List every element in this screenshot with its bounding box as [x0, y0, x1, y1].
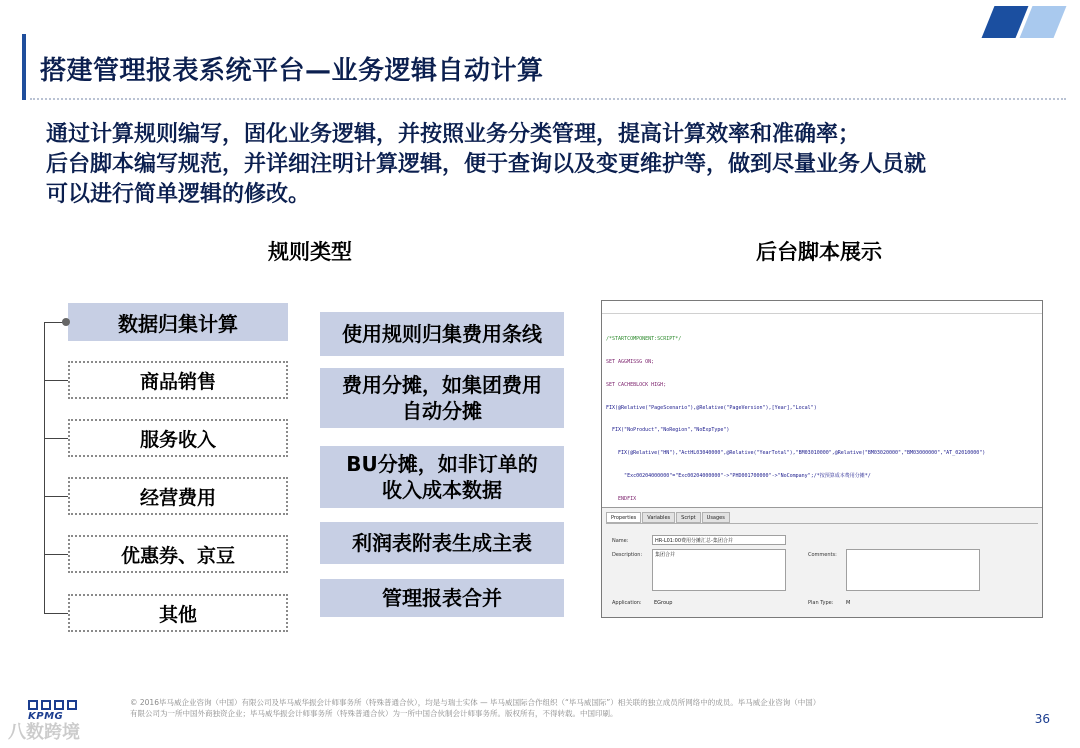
code-line: FIX(@Relative("PageScenario"),@Relative("PageVersion"),[Year],"Local")	[606, 404, 817, 411]
tab-strip-divider	[606, 523, 1038, 524]
brand-parallelogram-icon	[984, 6, 1062, 38]
tree-trunk	[44, 322, 45, 614]
name-label: Name:	[612, 538, 629, 544]
code-line: SET AGGMISSG ON;	[606, 358, 655, 365]
tab-properties[interactable]: Properties	[606, 512, 641, 523]
tree-node-dot	[62, 318, 70, 326]
rule-box-label: 利润表附表生成主表	[352, 531, 532, 555]
rule-box-label: 使用规则归集费用条线	[342, 322, 542, 346]
code-line: FIX("NoProduct","NoRegion","NoExpType")	[606, 427, 730, 434]
code-line: ENDFIX	[606, 495, 637, 502]
rule-type-data-aggregation: 数据归集计算	[68, 303, 288, 341]
tree-branch	[44, 380, 68, 381]
rule-box-expense-line	[320, 312, 564, 356]
rule-box-bu-allocation	[320, 446, 564, 508]
intro-text	[46, 120, 1056, 210]
tab-usages[interactable]: Usages	[702, 512, 730, 523]
application-value: EGroup	[654, 600, 673, 606]
brand-shape-light	[1020, 6, 1067, 38]
description-field[interactable]: 集团合并	[652, 549, 786, 591]
script-code-area[interactable]	[602, 301, 1042, 505]
title-divider	[30, 98, 1066, 100]
rule-types-heading: 规则类型	[268, 240, 352, 264]
name-field[interactable]: HR-L01:00费用分摊汇总-集团合并	[652, 535, 786, 545]
plan-type-value: M	[846, 600, 851, 606]
plan-type-label: Plan Type:	[808, 600, 834, 606]
script-display-heading: 后台脚本展示	[756, 240, 882, 264]
code-line: "Exc00204000000"="Exc00204000000"->"PHD001700000"->"NoCompany";/*按预算成本费用分摊*/	[606, 472, 871, 479]
copyright-footer	[130, 697, 920, 719]
rule-type-product-sales: 商品销售	[68, 361, 288, 399]
description-label: Description:	[612, 552, 643, 558]
rule-box-expense-allocation	[320, 368, 564, 428]
rule-type-operating-expense: 经营费用	[68, 477, 288, 515]
script-editor-window	[601, 300, 1043, 618]
tree-branch	[44, 554, 68, 555]
intro-line: 通过计算规则编写，固化业务逻辑，并按照业务分类管理，提高计算效率和准确率；	[46, 122, 861, 147]
tab-script[interactable]: Script	[676, 512, 701, 523]
rule-box-report-consolidation	[320, 579, 564, 617]
kpmg-logo-text: KPMG	[28, 711, 64, 722]
tab-variables[interactable]: Variables	[642, 512, 675, 523]
tree-branch	[44, 438, 68, 439]
intro-line: 可以进行简单逻辑的修改。	[46, 182, 311, 207]
code-line: /*STARTCOMPONENT:SCRIPT*/	[606, 336, 682, 343]
copyright-line: 有限公司为一所中国外商独资企业；毕马威华振会计师事务所（特殊普通合伙）为一所中国合伙制会计师事务所。版权所有，不得转载。中国印刷。	[130, 709, 618, 718]
comments-field[interactable]	[846, 549, 980, 591]
code-line: SET CACHEBLOCK HIGH;	[606, 381, 667, 388]
rule-box-profit-statement	[320, 522, 564, 564]
properties-panel	[602, 507, 1042, 617]
properties-tab-bar	[606, 512, 730, 523]
rule-box-label: BU分摊，如非订单的 收入成本数据	[346, 452, 538, 502]
rule-box-label: 费用分摊，如集团费用 自动分摊	[342, 373, 542, 423]
comments-label: Comments:	[808, 552, 837, 558]
intro-line: 后台脚本编写规范，并详细注明计算逻辑，便于查询以及变更维护等，做到尽量业务人员就	[46, 152, 927, 177]
copyright-line: © 2016毕马威企业咨询（中国）有限公司及毕马威华振会计师事务所（特殊普通合伙），均是与瑞士实体 — 毕马威国际合作组织（“毕马威国际”）相关联的独立成员所网络中的成员。毕马威企业咨询（中国）	[130, 698, 821, 707]
code-line: FIX(@Relative("HN"),"ActHL03040000",@Relative("YearTotal"),"BM03010000",@Relative("BM03020000","BM03000000","AT_02010000")	[606, 450, 986, 457]
rule-type-other: 其他	[68, 594, 288, 632]
tree-branch	[44, 613, 68, 614]
kpmg-logo-bars-icon	[28, 700, 84, 710]
tree-branch	[44, 496, 68, 497]
rule-type-service-revenue: 服务收入	[68, 419, 288, 457]
title-accent-bar	[22, 34, 26, 100]
rule-box-label: 管理报表合并	[382, 586, 502, 610]
rule-type-coupons: 优惠券、京豆	[68, 535, 288, 573]
slide-title: 搭建管理报表系统平台—业务逻辑自动计算	[40, 56, 544, 86]
application-label: Application:	[612, 600, 642, 606]
page-number: 36	[1034, 712, 1050, 726]
watermark: 八数跨境	[8, 722, 80, 743]
